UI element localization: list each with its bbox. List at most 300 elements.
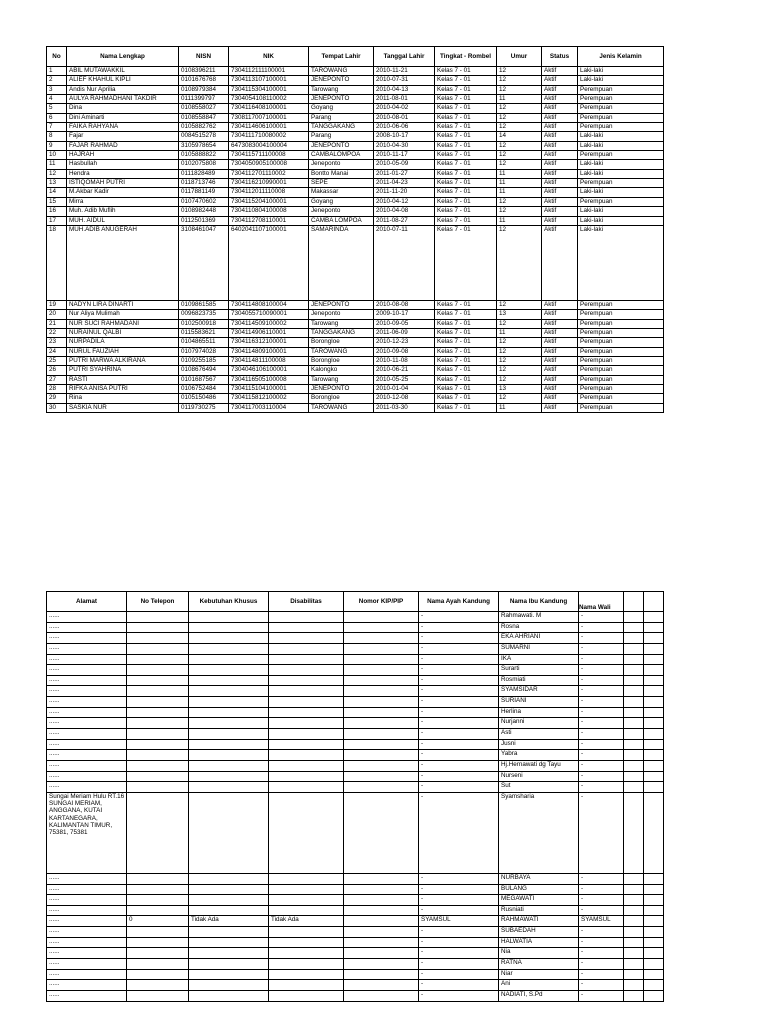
student-cell: RIFKA ANISA PUTRI (67, 384, 179, 393)
student-cell: Kelas 7 - 01 (435, 76, 497, 85)
family-table (46, 591, 664, 1002)
student-cell: 12 (497, 104, 542, 113)
student-cell: 12 (497, 141, 542, 150)
student-cell: 2010-04-08 (374, 207, 435, 216)
family-cell (189, 969, 269, 980)
student-cell: 0108979384 (179, 85, 229, 94)
student-row (47, 104, 664, 113)
family-cell: Nia (499, 948, 579, 959)
student-cell: 2010-06-06 (374, 123, 435, 132)
student-cell: 2010-07-11 (374, 225, 435, 300)
student-cell: CAMBALOMPOA (309, 151, 374, 160)
family-cell (189, 612, 269, 623)
family-cell (344, 969, 419, 980)
student-cell: Kelas 7 - 01 (435, 310, 497, 319)
student-cell: Aktif (542, 338, 578, 347)
student-cell: 7304112111100001 (229, 67, 309, 76)
family-cell (127, 697, 189, 708)
family-cell (127, 884, 189, 895)
family-cell (344, 612, 419, 623)
student-cell: 0109861585 (179, 300, 229, 309)
family-cell: - (579, 771, 624, 782)
student-cell: Kelas 7 - 01 (435, 123, 497, 132)
student-cell: 7304113107100001 (229, 76, 309, 85)
student-cell: Kelas 7 - 01 (435, 151, 497, 160)
student-cell: Kelas 7 - 01 (435, 394, 497, 403)
student-cell: Aktif (542, 104, 578, 113)
family-cell: ...... (47, 622, 127, 633)
family-cell: - (579, 905, 624, 916)
student-cell: 12 (497, 356, 542, 365)
family-cell (127, 654, 189, 665)
family-cell (269, 760, 344, 771)
family-cell (269, 782, 344, 793)
family-cell: Tidak Ada (189, 916, 269, 927)
student-cell: MUH.ADIB ANUGERAH (67, 225, 179, 300)
student-cell: 26 (47, 366, 67, 375)
student-cell: Aktif (542, 384, 578, 393)
family-cell: - (419, 884, 499, 895)
family-cell: - (579, 959, 624, 970)
family-cell: - (579, 760, 624, 771)
student-cell: Aktif (542, 67, 578, 76)
family-cell (127, 633, 189, 644)
family-row (47, 622, 664, 633)
student-cell: 0108558847 (179, 113, 229, 122)
student-cell: 7304112708110001 (229, 216, 309, 225)
student-cell: Perempuan (578, 300, 664, 309)
student-cell: Perempuan (578, 197, 664, 206)
family-cell-blank (644, 959, 664, 970)
student-row (47, 160, 664, 169)
family-cell (344, 948, 419, 959)
student-cell: 15 (47, 197, 67, 206)
student-cell: 10 (47, 151, 67, 160)
student-cell: Laki-laki (578, 67, 664, 76)
family-cell (344, 927, 419, 938)
student-cell: 7304055710090001 (229, 310, 309, 319)
student-cell: Aktif (542, 179, 578, 188)
student-cell: Perempuan (578, 85, 664, 94)
student-cell: 2010-04-02 (374, 104, 435, 113)
student-row (47, 141, 664, 150)
student-cell: Perempuan (578, 403, 664, 412)
student-cell: Aktif (542, 375, 578, 384)
student-cell: Aktif (542, 169, 578, 178)
family-cell: - (579, 948, 624, 959)
family-cell: - (419, 729, 499, 740)
family-cell: - (579, 792, 624, 873)
student-cell: 11 (497, 169, 542, 178)
family-cell-blank (624, 792, 644, 873)
student-cell: 7304116408100001 (229, 104, 309, 113)
family-cell (344, 729, 419, 740)
student-cell: Kelas 7 - 01 (435, 384, 497, 393)
student-cell: Borongloe (309, 356, 374, 365)
family-header-cell-blank (624, 592, 644, 612)
family-cell-blank (644, 905, 664, 916)
student-row (47, 197, 664, 206)
family-cell (344, 782, 419, 793)
family-cell: Rahmawati. M (499, 612, 579, 623)
student-cell: Muh. Adib Muflih (67, 207, 179, 216)
family-row (47, 969, 664, 980)
student-row (47, 179, 664, 188)
student-cell: 7304115304100001 (229, 85, 309, 94)
family-cell (344, 643, 419, 654)
student-cell: Perempuan (578, 179, 664, 188)
student-cell: 2010-08-08 (374, 300, 435, 309)
family-cell: - (579, 686, 624, 697)
student-cell: 23 (47, 338, 67, 347)
student-cell: 13 (47, 179, 67, 188)
family-cell (189, 959, 269, 970)
family-cell (127, 739, 189, 750)
student-cell: 7304116505100008 (229, 375, 309, 384)
student-cell: 12 (497, 85, 542, 94)
family-cell-blank (644, 633, 664, 644)
student-cell: Laki-laki (578, 188, 664, 197)
student-cell: 7304114809100001 (229, 347, 309, 356)
family-cell (269, 707, 344, 718)
student-cell: Tarowang (309, 375, 374, 384)
family-cell: - (579, 612, 624, 623)
student-cell: 0105882762 (179, 123, 229, 132)
family-cell: ...... (47, 686, 127, 697)
student-cell: Kelas 7 - 01 (435, 95, 497, 104)
student-cell: 0101676768 (179, 76, 229, 85)
family-cell: ...... (47, 916, 127, 927)
student-cell: 2010-09-05 (374, 319, 435, 328)
student-cell: Aktif (542, 366, 578, 375)
student-cell: Aktif (542, 76, 578, 85)
student-cell: 12 (497, 319, 542, 328)
family-cell-blank (644, 873, 664, 884)
student-cell: 12 (497, 123, 542, 132)
family-cell (189, 873, 269, 884)
family-cell (127, 665, 189, 676)
student-cell: 12 (497, 160, 542, 169)
family-header-cell: Nama Ayah Kandung (419, 592, 499, 612)
family-row (47, 792, 664, 873)
student-cell: 0108676494 (179, 366, 229, 375)
family-cell: - (419, 948, 499, 959)
student-cell: Kelas 7 - 01 (435, 67, 497, 76)
family-cell (344, 905, 419, 916)
family-row (47, 633, 664, 644)
family-cell: ...... (47, 612, 127, 623)
student-cell: 2010-04-13 (374, 85, 435, 94)
family-cell (189, 782, 269, 793)
student-cell: 7304114811100008 (229, 356, 309, 365)
student-cell: Kelas 7 - 01 (435, 216, 497, 225)
family-cell: - (579, 622, 624, 633)
student-cell: Aktif (542, 394, 578, 403)
student-cell: 7304115812100002 (229, 394, 309, 403)
student-header-cell: NIK (229, 47, 309, 67)
student-cell: 7308117007100001 (229, 113, 309, 122)
family-cell (189, 707, 269, 718)
family-header-cell-blank (644, 592, 664, 612)
family-cell: SUMARNI (499, 643, 579, 654)
family-cell: - (419, 739, 499, 750)
student-cell: Laki-laki (578, 225, 664, 300)
family-row (47, 959, 664, 970)
family-cell: - (419, 980, 499, 991)
family-cell: Sungai Meriam Hulu RT.16 SUNGAI MERIAM, ANGGANA, KUTAI KARTANEGARA, KALIMANTAN TIMUR, 75381, 75381 (47, 792, 127, 873)
family-cell (269, 686, 344, 697)
family-cell: Syamsharia (499, 792, 579, 873)
student-cell: Aktif (542, 356, 578, 365)
family-cell (269, 990, 344, 1001)
student-cell: 19 (47, 300, 67, 309)
student-cell: Nur Aliya Mulimah (67, 310, 179, 319)
student-cell: Dina (67, 104, 179, 113)
student-cell: 0104865511 (179, 338, 229, 347)
student-cell: 0102500918 (179, 319, 229, 328)
student-cell: 14 (497, 132, 542, 141)
family-cell-blank (624, 750, 644, 761)
family-cell: ...... (47, 905, 127, 916)
family-cell (127, 905, 189, 916)
student-cell: Parang (309, 132, 374, 141)
family-cell: Asti (499, 729, 579, 740)
family-cell: - (579, 654, 624, 665)
student-cell: Tarowang (309, 85, 374, 94)
family-cell (344, 739, 419, 750)
student-row (47, 132, 664, 141)
student-cell: Kelas 7 - 01 (435, 197, 497, 206)
student-cell: JENEPONTO (309, 384, 374, 393)
student-header-cell: Status (542, 47, 578, 67)
family-cell: Nurseni (499, 771, 579, 782)
student-cell: 0118713746 (179, 179, 229, 188)
student-cell: Perempuan (578, 319, 664, 328)
family-cell-blank (644, 916, 664, 927)
family-cell: - (579, 873, 624, 884)
student-cell: 2010-05-09 (374, 160, 435, 169)
family-cell: - (579, 937, 624, 948)
student-cell: Perempuan (578, 151, 664, 160)
family-cell: RAHMAWATI (499, 916, 579, 927)
family-cell-blank (644, 686, 664, 697)
student-cell: 12 (497, 151, 542, 160)
family-cell: Ani (499, 980, 579, 991)
student-cell: 0117881149 (179, 188, 229, 197)
family-cell: - (579, 969, 624, 980)
student-cell: 0112501369 (179, 216, 229, 225)
student-cell: 11 (497, 216, 542, 225)
student-cell: MUH. AIDUL (67, 216, 179, 225)
student-cell: Kelas 7 - 01 (435, 188, 497, 197)
student-cell: 30 (47, 403, 67, 412)
student-cell: 2010-05-25 (374, 375, 435, 384)
family-cell-blank (624, 622, 644, 633)
family-cell (127, 643, 189, 654)
student-cell: 12 (497, 207, 542, 216)
family-cell (344, 654, 419, 665)
family-cell (189, 884, 269, 895)
family-cell-blank (624, 927, 644, 938)
family-cell: - (579, 884, 624, 895)
student-cell: NURUL FAUZIAH (67, 347, 179, 356)
student-cell: Perempuan (578, 310, 664, 319)
student-cell: Perempuan (578, 104, 664, 113)
family-header-cell: Kebutuhan Khusus (189, 592, 269, 612)
student-cell: NURAINUL QALBI (67, 328, 179, 337)
student-cell: 4 (47, 95, 67, 104)
family-cell: - (579, 739, 624, 750)
student-cell: 7304050905100008 (229, 160, 309, 169)
student-header-cell: Tingkat - Rombel (435, 47, 497, 67)
family-cell (127, 750, 189, 761)
student-row (47, 67, 664, 76)
family-cell: MEGAWATI (499, 895, 579, 906)
family-cell: Herlina (499, 707, 579, 718)
family-cell (127, 927, 189, 938)
student-cell: 7304114509100002 (229, 319, 309, 328)
student-cell: M.Akbar Kadir (67, 188, 179, 197)
student-row (47, 375, 664, 384)
family-cell: ...... (47, 959, 127, 970)
student-cell: SAMARINDA (309, 225, 374, 300)
family-header-cell: Disabilitas (269, 592, 344, 612)
family-cell: ...... (47, 718, 127, 729)
family-cell: - (419, 707, 499, 718)
family-cell: Surarti (499, 665, 579, 676)
family-cell-blank (624, 675, 644, 686)
family-cell-blank (644, 729, 664, 740)
student-cell: 13 (497, 384, 542, 393)
student-cell: 2010-11-08 (374, 356, 435, 365)
family-cell (189, 905, 269, 916)
student-cell: 21 (47, 319, 67, 328)
family-cell-blank (644, 750, 664, 761)
student-cell: 6402041107100001 (229, 225, 309, 300)
family-row (47, 990, 664, 1001)
family-cell (127, 873, 189, 884)
student-cell: NADYN LIRA DINARTI (67, 300, 179, 309)
family-cell: ...... (47, 654, 127, 665)
family-row (47, 895, 664, 906)
student-cell: AULYA RAHMADHANI TAKDIR (67, 95, 179, 104)
family-cell: ...... (47, 665, 127, 676)
family-cell (344, 895, 419, 906)
student-row (47, 95, 664, 104)
family-cell (189, 937, 269, 948)
family-cell (269, 937, 344, 948)
student-cell: 27 (47, 375, 67, 384)
student-cell: PUTRI MARWA ALKIRANA (67, 356, 179, 365)
family-cell (127, 707, 189, 718)
student-cell: 11 (497, 95, 542, 104)
family-cell-blank (624, 633, 644, 644)
family-row (47, 739, 664, 750)
student-cell: 0108396211 (179, 67, 229, 76)
student-cell: 7304116210990001 (229, 179, 309, 188)
family-cell: NADIATI, S.Pd (499, 990, 579, 1001)
family-cell: SUBAEDAH (499, 927, 579, 938)
family-cell (269, 643, 344, 654)
student-cell: 2010-09-08 (374, 347, 435, 356)
student-cell: Aktif (542, 197, 578, 206)
student-cell: Aktif (542, 132, 578, 141)
family-cell-blank (624, 948, 644, 959)
family-cell: ...... (47, 760, 127, 771)
student-cell: Perempuan (578, 95, 664, 104)
family-cell-blank (644, 937, 664, 948)
student-cell: 12 (497, 76, 542, 85)
student-cell: FAIKA RAHYANA (67, 123, 179, 132)
student-cell: Laki-laki (578, 160, 664, 169)
family-cell (127, 686, 189, 697)
student-cell: 12 (497, 300, 542, 309)
family-cell-blank (644, 948, 664, 959)
family-cell (269, 969, 344, 980)
student-cell: Hasbullah (67, 160, 179, 169)
student-table (46, 46, 664, 413)
family-cell (189, 654, 269, 665)
family-header-cell: Nomor KIP/PIP (344, 592, 419, 612)
family-cell: ...... (47, 643, 127, 654)
student-cell: 2010-11-21 (374, 67, 435, 76)
family-row (47, 686, 664, 697)
family-row (47, 697, 664, 708)
family-cell-blank (644, 622, 664, 633)
student-cell: 2009-10-17 (374, 310, 435, 319)
student-cell: 7304111710080002 (229, 132, 309, 141)
student-row (47, 403, 664, 412)
family-cell: - (419, 990, 499, 1001)
student-row (47, 225, 664, 300)
student-cell: 0115583621 (179, 328, 229, 337)
student-cell: 2011-11-20 (374, 188, 435, 197)
family-cell-blank (644, 782, 664, 793)
student-cell: Laki-laki (578, 141, 664, 150)
student-row (47, 366, 664, 375)
family-row (47, 937, 664, 948)
family-cell: Rusniati (499, 905, 579, 916)
student-cell: 9 (47, 141, 67, 150)
family-header-cell: No Telepon (127, 592, 189, 612)
family-cell (269, 739, 344, 750)
student-cell: 0108558027 (179, 104, 229, 113)
family-cell (189, 643, 269, 654)
student-cell: Dini Aminarti (67, 113, 179, 122)
family-cell: - (579, 980, 624, 991)
family-cell: ...... (47, 873, 127, 884)
student-row (47, 328, 664, 337)
family-row (47, 782, 664, 793)
family-row (47, 654, 664, 665)
student-cell: 14 (47, 188, 67, 197)
student-header-cell: Nama Lengkap (67, 47, 179, 67)
family-cell (269, 905, 344, 916)
student-cell: 2011-01-27 (374, 169, 435, 178)
family-cell: Sut (499, 782, 579, 793)
family-cell-blank (624, 937, 644, 948)
family-cell-blank (624, 707, 644, 718)
family-cell (269, 612, 344, 623)
student-cell: 2008-10-17 (374, 132, 435, 141)
family-cell: Niar (499, 969, 579, 980)
family-cell-blank (624, 905, 644, 916)
family-cell-blank (644, 969, 664, 980)
family-cell (344, 686, 419, 697)
family-cell: - (579, 718, 624, 729)
family-cell (344, 980, 419, 991)
family-cell: - (419, 895, 499, 906)
